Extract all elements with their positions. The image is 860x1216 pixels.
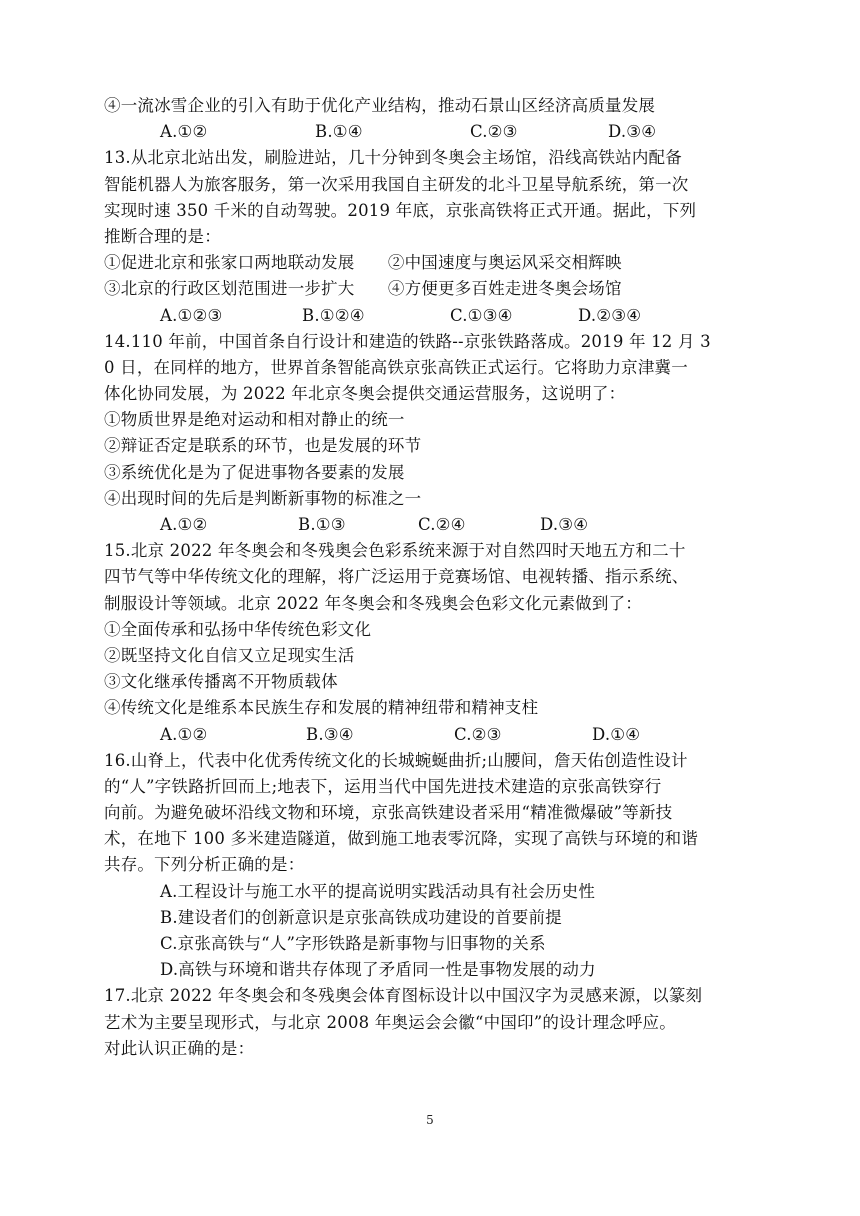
answer-option: A.①② xyxy=(160,515,208,534)
text-line: 对此认识正确的是： xyxy=(104,1038,255,1058)
text-line: 17.北京 2022 年冬奥会和冬残奥会体育图标设计以中国汉字为灵感来源，以篆刻 xyxy=(104,986,703,1006)
text-line: ①物质世界是绝对运动和相对静止的统一 xyxy=(104,410,405,430)
answer-choices xyxy=(104,722,760,748)
option-line: D.高铁与环境和谐共存体现了矛盾同一性是事物发展的动力 xyxy=(160,960,596,980)
answer-option: A.①② xyxy=(160,122,208,142)
answer-option: A.①② xyxy=(160,724,208,744)
answer-option: D.①④ xyxy=(592,724,641,744)
text-line: ③文化继承传播离不开物质载体 xyxy=(104,672,338,692)
answer-option: D.②③④ xyxy=(578,305,642,325)
page-content xyxy=(104,93,760,1062)
text-line: 16.山脊上，代表中化优秀传统文化的长城蜿蜒曲折;山腰间，詹天佑创造性设计 xyxy=(104,750,688,770)
answer-option: D.③④ xyxy=(540,515,589,534)
text-line: 推断合理的是： xyxy=(104,226,221,246)
option-line: B.建设者们的创新意识是京张高铁成功建设的首要前提 xyxy=(160,907,562,927)
answer-choices xyxy=(104,119,760,145)
text-line: 制服设计等领域。北京 2022 年冬奥会和冬残奥会色彩文化元素做到了： xyxy=(104,593,642,613)
text-line: 13.从北京北站出发，刷脸进站，几十分钟到冬奥会主场馆，沿线高铁站内配备 xyxy=(104,148,682,168)
text-line: ②既坚持文化自信又立足现实生活 xyxy=(104,645,355,665)
answer-option: A.①②③ xyxy=(160,305,223,325)
text-line: 14.110 年前，中国首条自行设计和建造的铁路--京张铁路落成。2019 年 12 月 3 xyxy=(104,331,711,351)
text-line: 向前。为避免破坏沿线文物和环境，京张高铁建设者采用“精准微爆破”等新技 xyxy=(104,803,673,823)
text-line: 艺术为主要呈现形式，与北京 2008 年奥运会会徽“中国印”的设计理念呼应。 xyxy=(104,1012,676,1032)
answer-option: C.①③④ xyxy=(450,305,513,325)
text-line: 四节气等中华传统文化的理解，将广泛运用于竞赛场馆、电视转播、指示系统、 xyxy=(104,567,689,587)
option-line: C.京张高铁与“人”字形铁路是新事物与旧事物的关系 xyxy=(160,934,546,953)
page-number: 5 xyxy=(426,1113,434,1127)
text-line: ①全面传承和弘扬中华传统色彩文化 xyxy=(104,619,372,639)
text-line: ③系统优化是为了促进事物各要素的发展 xyxy=(104,462,405,482)
answer-choices xyxy=(104,512,760,538)
text-line: ④出现时间的先后是判断新事物的标准之一 xyxy=(104,488,422,508)
text-line: 智能机器人为旅客服务，第一次采用我国自主研发的北斗卫星导航系统，第一次 xyxy=(104,174,689,194)
text-line: ①促进北京和张家口两地联动发展 ②中国速度与奥运风采交相辉映 xyxy=(104,253,622,273)
text-line: 的“人”字铁路折回而上;地表下，运用当代中国先进技术建造的京张高铁穿行 xyxy=(104,776,662,796)
text-line: ④传统文化是维系本民族生存和发展的精神纽带和精神支柱 xyxy=(104,698,539,718)
answer-option: C.②④ xyxy=(418,515,466,534)
answer-choices xyxy=(104,303,760,329)
text-line: 共存。下列分析正确的是： xyxy=(104,855,305,875)
answer-option: D.③④ xyxy=(608,122,657,142)
answer-option: B.①④ xyxy=(315,122,363,142)
text-line: 15.北京 2022 年冬奥会和冬残奥会色彩系统来源于对自然四时天地五方和二十 xyxy=(104,541,686,561)
text-line: 0 日，在同样的地方，世界首条智能高铁京张高铁正式运行。它将助力京津冀一 xyxy=(104,357,688,377)
answer-option: C.②③ xyxy=(454,724,502,744)
answer-option: C.②③ xyxy=(470,122,518,142)
text-line: 实现时速 350 千米的自动驾驶。2019 年底，京张高铁将正式开通。据此，下列 xyxy=(104,200,697,220)
text-line: ②辩证否定是联系的环节，也是发展的环节 xyxy=(104,436,422,456)
text-line: 术，在地下 100 多米建造隧道，做到施工地表零沉降，实现了高铁与环境的和谐 xyxy=(104,829,699,849)
text-line: ③北京的行政区划范围进一步扩大 ④方便更多百姓走进冬奥会场馆 xyxy=(104,279,622,299)
text-line: 体化协同发展，为 2022 年北京冬奥会提供交通运营服务，这说明了： xyxy=(104,384,626,404)
answer-option: B.③④ xyxy=(306,724,354,744)
text-line: ④一流冰雪企业的引入有助于优化产业结构，推动石景山区经济高质量发展 xyxy=(104,96,656,115)
option-line: A.工程设计与施工水平的提高说明实践活动具有社会历史性 xyxy=(160,881,596,901)
answer-option: B.①③ xyxy=(298,515,346,534)
answer-option: B.①②④ xyxy=(302,305,365,325)
